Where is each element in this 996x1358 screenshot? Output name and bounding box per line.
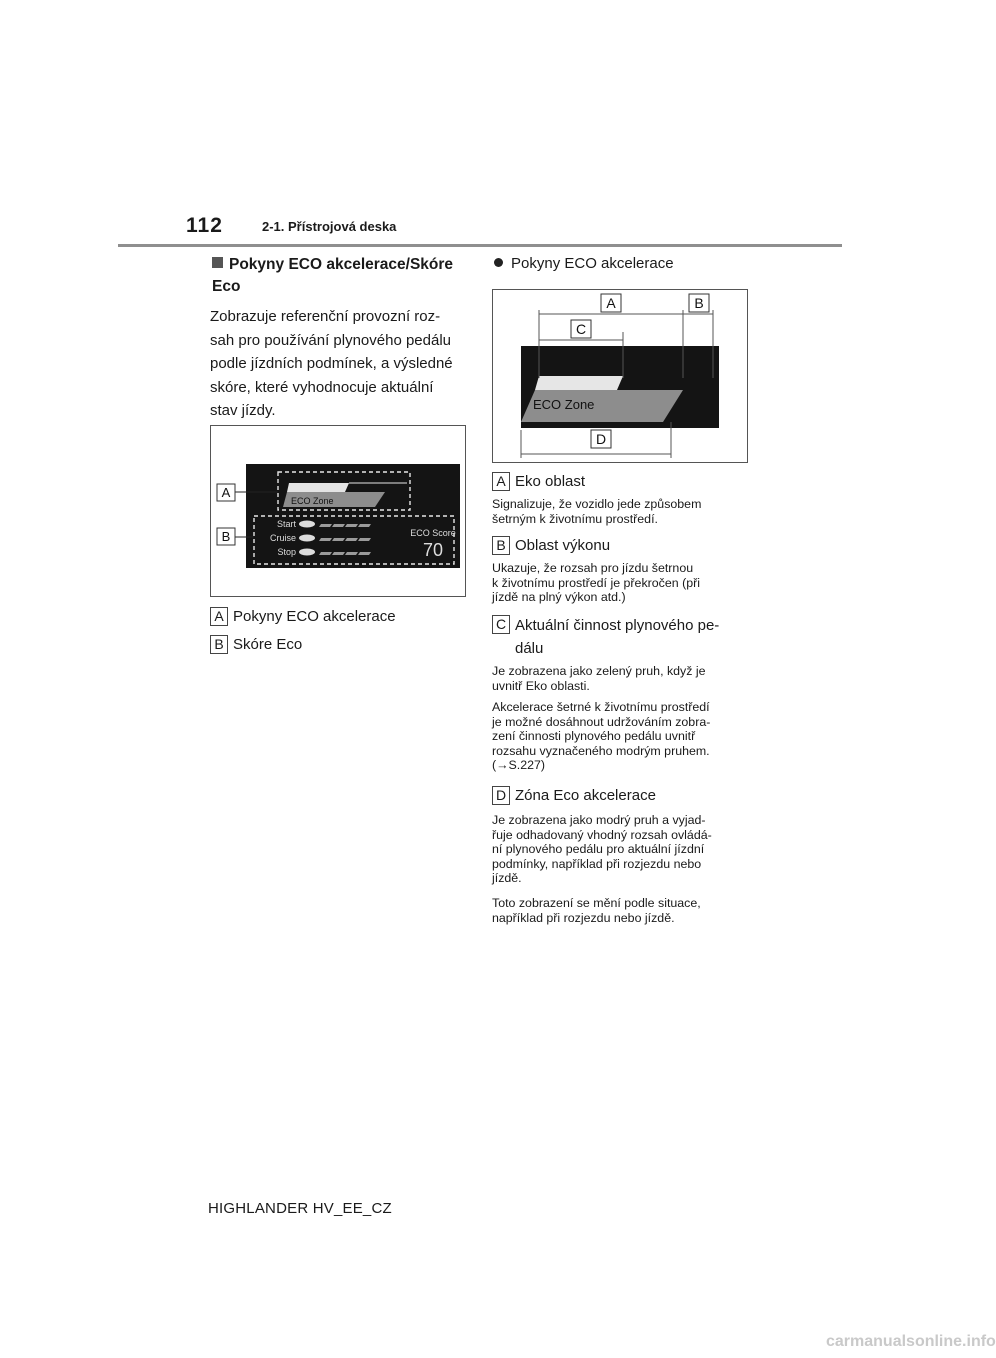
callout-b: B [694,295,704,311]
header-divider [118,244,842,247]
eco-score-label: ECO Score [410,528,456,538]
item-a-desc: Signalizuje, že vozidlo jede způsobem šetrným k životnímu prostředí. [492,497,702,526]
item-d-desc: Je zobrazena jako modrý pruh a vyjad- řuje odhadovaný vhodný rozsah ovládá- ní plynového pedálu pro aktuální jízdní podmínky, například při rozjezdu nebo jízdě. [492,813,712,886]
bullet-heading: Pokyny ECO akcelerace [494,255,674,272]
row-label-start: Start [276,519,296,529]
item-b-desc: Ukazuje, že rozsah pro jízdu šetrnou k životnímu prostředí je překročen (při jízdě na plný výkon atd.) [492,561,700,605]
legend-item-a: A Pokyny ECO akcelerace [210,606,396,628]
item-c-desc-2: Akcelerace šetrné k životnímu prostředí je možné dosáhnout udržováním zobra- zení činnosti plynového pedálu uvnitř rozsahu vyznačeného modrým pruhem. (→S.227) [492,700,711,773]
eco-zone-figure [492,289,748,463]
page-number: 112 [186,214,223,237]
item-c-title: C Aktuální činnost plynového pe- dálu [492,614,719,660]
eco-zone-illustration [493,290,747,462]
watermark: carmanualsonline.info [826,1333,996,1350]
item-d-title: D Zóna Eco akcelerace [492,785,656,807]
square-bullet-icon [212,257,223,268]
bullet-icon [494,258,503,267]
callout-b: B [221,529,231,544]
item-b-title: B Oblast výkonu [492,535,610,557]
section-heading: Pokyny ECO akcelerace/Skóre Eco [212,256,454,295]
intro-paragraph: Zobrazuje referenční provozní roz- sah pro používání plynového pedálu podle jízdních podmínek, a výsledné skóre, které vyhodnocuje aktuální stav jízdy. [210,308,453,419]
footer-model: HIGHLANDER HV_EE_CZ [208,1200,392,1217]
legend-item-b: B Skóre Eco [210,634,302,656]
eco-zone-label: ECO Zone [291,496,334,506]
callout-a: A [606,295,616,311]
callout-d: D [595,431,607,447]
eco-score-value: 70 [422,540,444,560]
callout-a: A [221,485,231,500]
item-c-desc: Je zobrazena jako zelený pruh, když je uvnitř Eko oblasti. [492,664,706,693]
row-label-cruise: Cruise [269,533,296,543]
item-a-title: A Eko oblast [492,471,585,493]
item-d-desc-2: Toto zobrazení se mění podle situace, například při rozjezdu nebo jízdě. [492,896,701,925]
eco-display-illustration [211,426,465,596]
eco-zone-label-large: ECO Zone [533,397,595,412]
section-title: 2-1. Přístrojová deska [262,219,397,234]
row-label-stop: Stop [277,547,296,557]
callout-c: C [575,321,587,337]
eco-display-figure [210,425,466,597]
